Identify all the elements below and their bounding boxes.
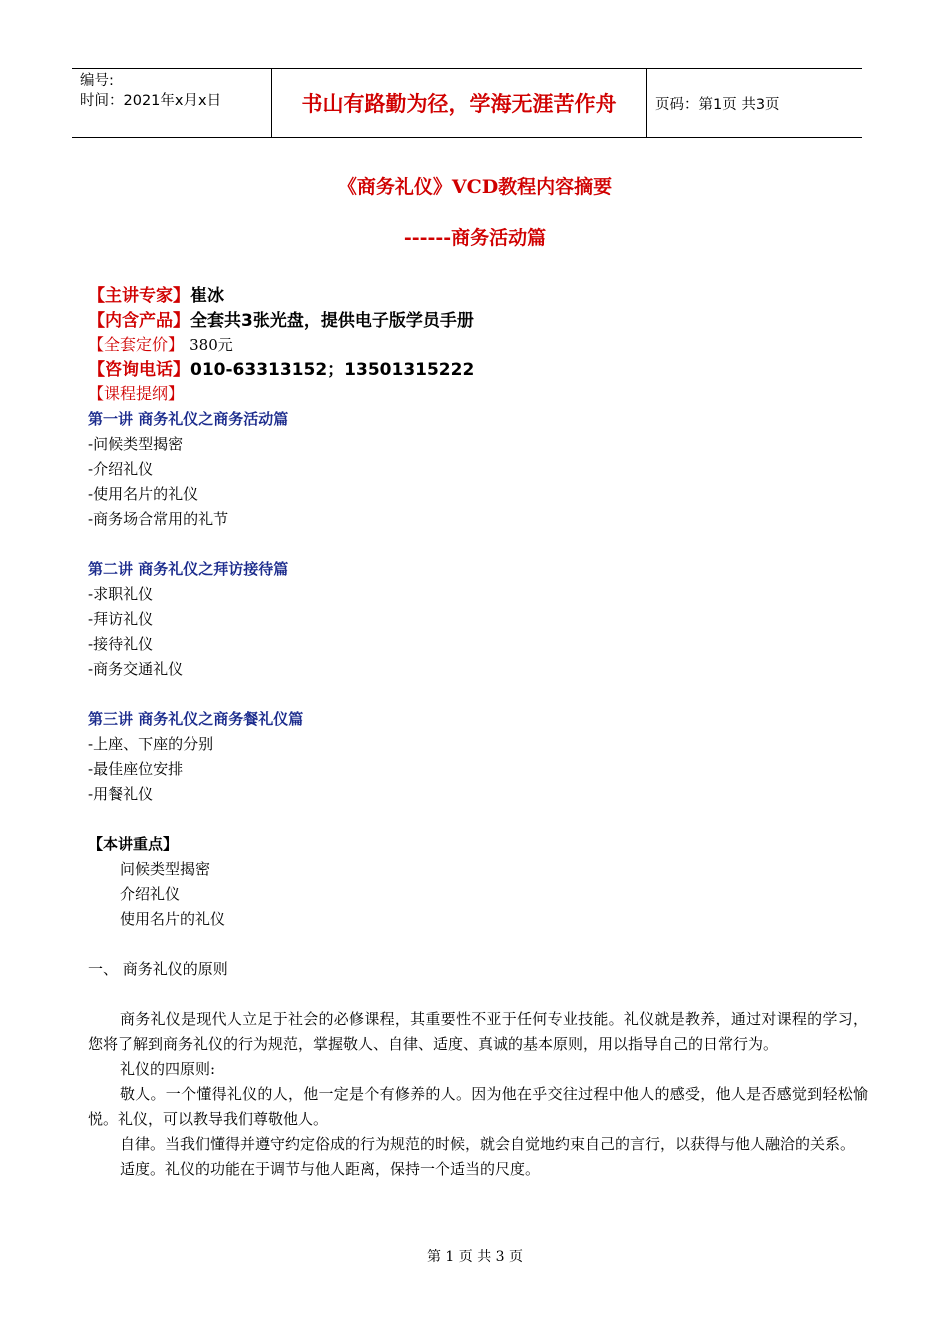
lecture-title: 第二讲 商务礼仪之拜访接待篇 (88, 559, 289, 578)
header-meta (72, 69, 272, 137)
lecture-item: -介绍礼仪 (88, 459, 154, 478)
lecture-item: -接待礼仪 (88, 634, 154, 653)
expert-label: 【主讲专家】 (88, 286, 190, 306)
key-point-item: 使用名片的礼仪 (120, 909, 226, 928)
lecture-item: -上座、下座的分别 (88, 734, 214, 753)
product-line (88, 309, 868, 334)
lecture-item: -商务交通礼仪 (88, 659, 184, 678)
price-line (88, 333, 868, 358)
product-value: 全套共3张光盘，提供电子版学员手册 (190, 310, 474, 331)
lecture-item: -商务场合常用的礼节 (88, 509, 229, 528)
key-point-item: 问候类型揭密 (120, 859, 211, 878)
phone-label: 【咨询电话】 (88, 359, 190, 380)
product-label: 【内含产品】 (88, 310, 190, 331)
expert-line (88, 284, 868, 309)
lecture-item: -最佳座位安排 (88, 759, 184, 778)
lecture-item: -求职礼仪 (88, 584, 154, 603)
phone-line (88, 358, 868, 383)
document-number-label: 编号: (80, 73, 114, 89)
header-motto: 书山有路勤为径，学海无涯苦作舟 (272, 69, 647, 137)
expert-value: 崔冰 (190, 286, 224, 306)
page-header (72, 68, 862, 138)
outline-line (88, 382, 868, 407)
lecture-item: -使用名片的礼仪 (88, 484, 199, 503)
course-info (88, 284, 868, 1182)
key-points-title: 【本讲重点】 (88, 834, 179, 853)
body-paragraph: 适度。礼仪的功能在于调节与他人距离，保持一个适当的尺度。 (120, 1159, 541, 1178)
document-time-label: 时间：2021年x月x日 (80, 93, 222, 109)
body-paragraph: 商务礼仪是现代人立足于社会的必修课程，其重要性不亚于任何专业技能。礼仪就是教养，通过对课程的学习，您将了解到商务礼仪的行为规范，掌握敬人、自律、适度、真诚的基本原则，用以指导自己的日常行为。 (88, 1009, 868, 1053)
key-point-item: 介绍礼仪 (120, 884, 181, 903)
document-title: 《商务礼仪》VCD教程内容摘要 (337, 176, 613, 198)
body-paragraph: 敬人。一个懂得礼仪的人，他一定是个有修养的人。因为他在乎交往过程中他人的感受，他人是否感觉到轻松愉悦。礼仪，可以教导我们尊敬他人。 (88, 1084, 868, 1128)
body-paragraph: 礼仪的四原则: (120, 1059, 216, 1078)
lecture-item: -用餐礼仪 (88, 784, 154, 803)
lecture-item: -拜访礼仪 (88, 609, 154, 628)
lecture-item: -问候类型揭密 (88, 434, 184, 453)
header-page-label: 页码：第1页 共3页 (655, 96, 780, 113)
outline-label: 【课程提纲】 (88, 384, 185, 403)
body-paragraph: 自律。当我们懂得并遵守约定俗成的行为规范的时候，就会自觉地约束自己的言行，以获得与他人融洽的关系。 (120, 1134, 856, 1153)
lecture-title: 第一讲 商务礼仪之商务活动篇 (88, 409, 289, 428)
price-value: 380元 (189, 336, 233, 354)
section-heading: 一、 商务礼仪的原则 (88, 959, 228, 978)
page-footer: 第 1 页 共 3 页 (426, 1249, 524, 1265)
phone-value: 010-63313152；13501315222 (190, 359, 475, 380)
document-subtitle: ------商务活动篇 (403, 227, 547, 249)
lecture-title: 第三讲 商务礼仪之商务餐礼仪篇 (88, 709, 304, 728)
price-label: 【全套定价】 (88, 335, 185, 354)
